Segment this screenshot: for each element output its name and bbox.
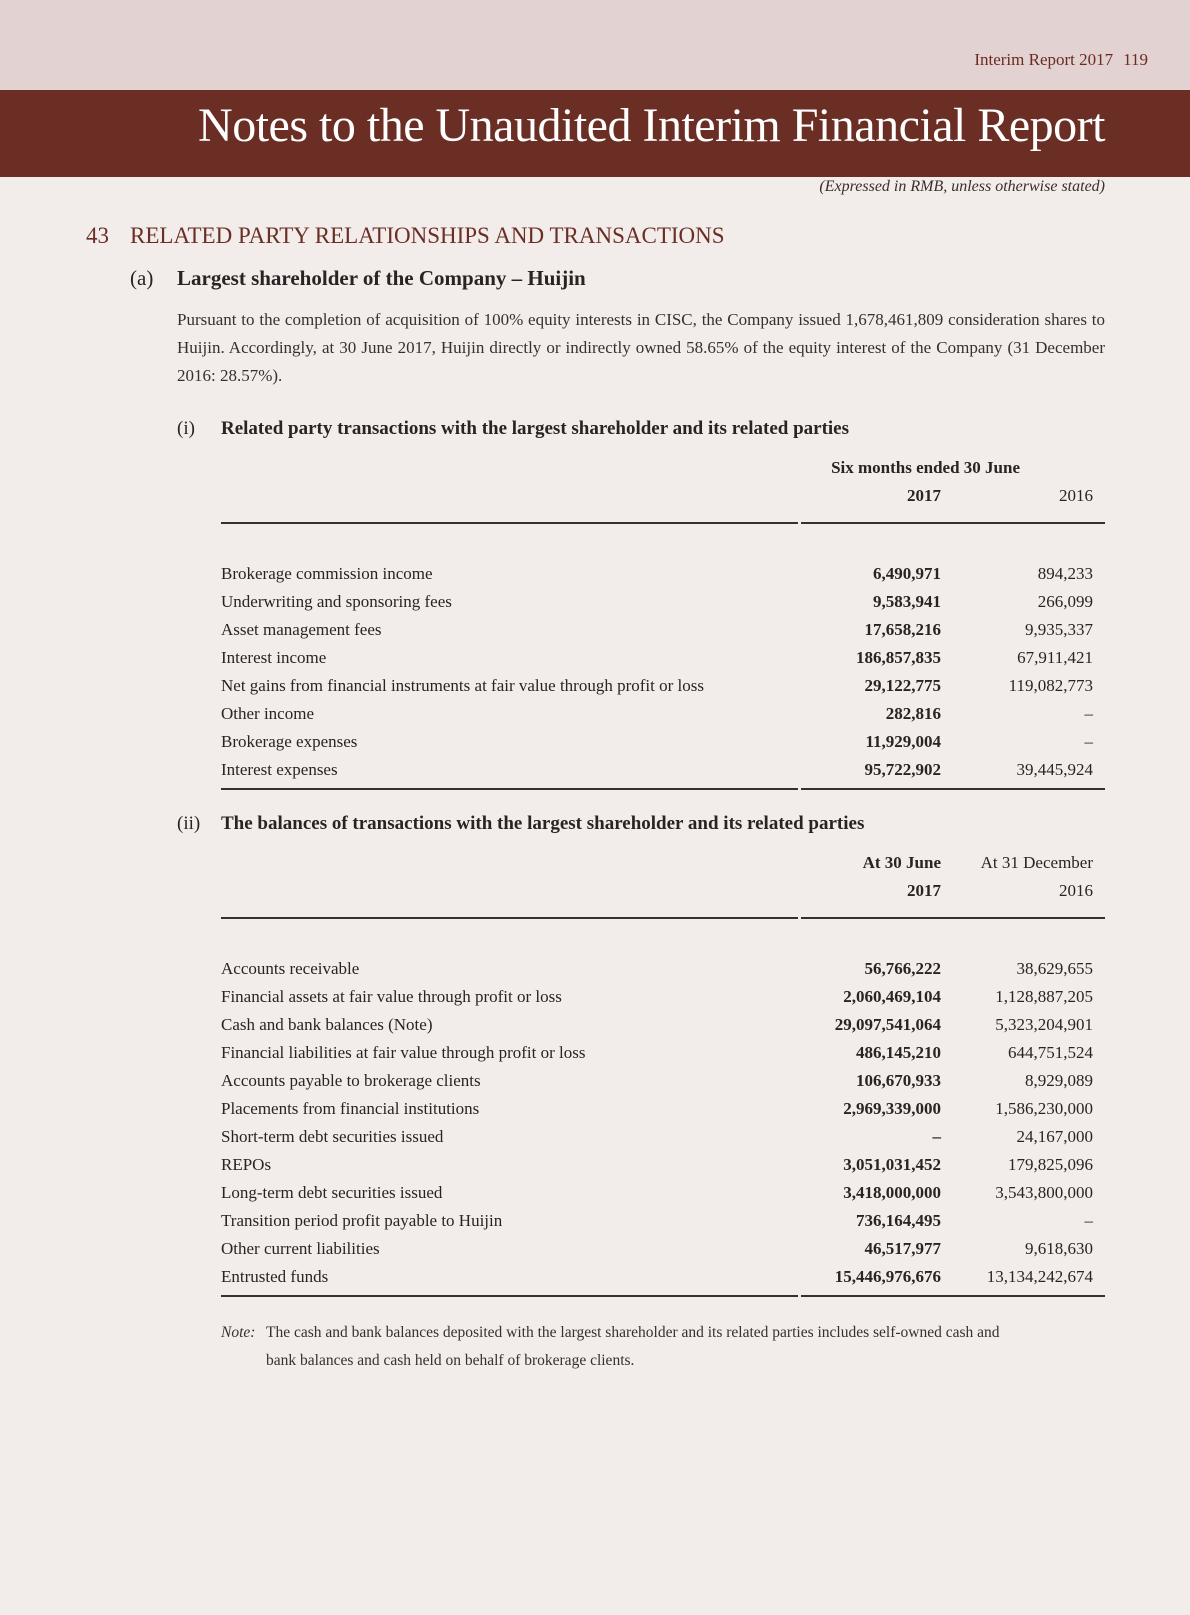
table-ii-label: (ii): [177, 813, 201, 834]
table-i-heading: [177, 418, 849, 440]
row-value-2016: –: [1084, 732, 1093, 751]
table-row: [221, 1179, 1105, 1207]
row-value-2016: 119,082,773: [1008, 676, 1093, 695]
row-label: Interest income: [221, 648, 327, 667]
table-i-period-header: Six months ended 30 June: [831, 458, 1020, 477]
row-value-2017: 736,164,495: [856, 1211, 941, 1230]
table-ii-heading: [177, 813, 864, 835]
table-ii-header-line2: [221, 881, 1105, 909]
table-row: [221, 1095, 1105, 1123]
table-ii-top-rule: [221, 917, 1105, 919]
row-label: Financial liabilities at fair value through profit or loss: [221, 1043, 586, 1062]
table-row: [221, 644, 1105, 672]
row-label: Accounts receivable: [221, 959, 360, 978]
table-row: [221, 700, 1105, 728]
table-ii-col1-line1: At 30 June: [862, 853, 941, 872]
row-label: Accounts payable to brokerage clients: [221, 1071, 481, 1090]
table-row: [221, 616, 1105, 644]
subsection-a-paragraph: Pursuant to the completion of acquisition of 100% equity interests in CISC, the Company issued 1,678,461,809 consideration shares to Huijin. Accordingly, at 30 June 2017, Huijin directly or indirectly owned 58.65% of the equity interest of the Company (31 December 2016: 28.57%).: [177, 310, 1105, 385]
row-value-2017: 29,097,541,064: [834, 1015, 941, 1034]
row-value-2017: 95,722,902: [864, 760, 941, 779]
row-value-2016: 9,618,630: [1025, 1239, 1093, 1258]
section-heading: [86, 223, 725, 249]
row-label: Brokerage expenses: [221, 732, 358, 751]
row-value-2016: 24,167,000: [1016, 1127, 1093, 1146]
row-label: REPOs: [221, 1155, 272, 1174]
row-value-2016: 13,134,242,674: [986, 1267, 1093, 1286]
row-value-2017: 3,051,031,452: [843, 1155, 941, 1174]
row-value-2017: 6,490,971: [873, 564, 941, 583]
row-value-2016: 179,825,096: [1008, 1155, 1093, 1174]
row-value-2017: 486,145,210: [856, 1043, 941, 1062]
title-bar: [0, 90, 1190, 177]
row-value-2017: 2,969,339,000: [843, 1099, 941, 1118]
page-number: 119: [1123, 50, 1148, 69]
table-i-bottom-rule: [221, 788, 1105, 790]
table-i-col-2016: 2016: [1059, 486, 1093, 505]
page-info: [974, 50, 1148, 70]
table-ii-header-line1: [221, 853, 1105, 881]
subsection-a-heading: [130, 266, 586, 291]
table-row: [221, 1123, 1105, 1151]
row-value-2016: 8,929,089: [1025, 1071, 1093, 1090]
row-value-2016: –: [1084, 1211, 1093, 1230]
table-row: [221, 1011, 1105, 1039]
table-row: [221, 560, 1105, 588]
row-value-2017: 2,060,469,104: [843, 987, 941, 1006]
footnote-line2: bank balances and cash held on behalf of brokerage clients.: [266, 1352, 635, 1369]
row-value-2017: 3,418,000,000: [843, 1183, 941, 1202]
footnote-line1: The cash and bank balances deposited with the largest shareholder and its related parties includes self-owned cash and: [266, 1324, 1000, 1341]
row-value-2017: 29,122,775: [864, 676, 941, 695]
report-name: Interim Report 2017: [974, 50, 1114, 69]
table-i-title: Related party transactions with the largest shareholder and its related parties: [221, 418, 850, 439]
row-value-2017: 56,766,222: [864, 959, 941, 978]
row-value-2016: 39,445,924: [1016, 760, 1093, 779]
row-value-2017: 15,446,976,676: [834, 1267, 941, 1286]
table-i-body: [221, 560, 1105, 784]
row-label: Other current liabilities: [221, 1239, 380, 1258]
row-label: Asset management fees: [221, 620, 382, 639]
row-value-2016: 266,099: [1037, 592, 1093, 611]
row-value-2017: 282,816: [885, 704, 941, 723]
subsection-a-label: (a): [130, 266, 154, 290]
footnote-label: Note:: [221, 1324, 256, 1341]
row-value-2016: 894,233: [1037, 564, 1093, 583]
table-ii-bottom-rule: [221, 1295, 1105, 1297]
table-i: [221, 458, 1105, 790]
row-value-2017: 9,583,941: [873, 592, 941, 611]
table-i-header-years: [221, 486, 1105, 514]
table-row: [221, 588, 1105, 616]
row-label: Short-term debt securities issued: [221, 1127, 444, 1146]
row-value-2017: 11,929,004: [865, 732, 941, 751]
page-title: Notes to the Unaudited Interim Financial Report: [198, 99, 1105, 152]
row-value-2017: –: [932, 1127, 941, 1146]
table-row: [221, 756, 1105, 784]
table-ii-title: The balances of transactions with the largest shareholder and its related parties: [221, 813, 865, 834]
table-row: [221, 1263, 1105, 1291]
table-row: [221, 728, 1105, 756]
table-row: [221, 955, 1105, 983]
table-row: [221, 672, 1105, 700]
row-label: Long-term debt securities issued: [221, 1183, 443, 1202]
table-i-top-rule: [221, 522, 1105, 524]
table-row: [221, 1151, 1105, 1179]
row-value-2017: 17,658,216: [864, 620, 941, 639]
row-label: Interest expenses: [221, 760, 338, 779]
table-i-header-span: [221, 458, 1105, 486]
table-row: [221, 1235, 1105, 1263]
section-number: 43: [86, 223, 109, 248]
row-label: Transition period profit payable to Huijin: [221, 1211, 503, 1230]
row-label: Other income: [221, 704, 314, 723]
table-i-col-2017: 2017: [907, 486, 941, 505]
row-label: Brokerage commission income: [221, 564, 433, 583]
row-label: Placements from financial institutions: [221, 1099, 480, 1118]
row-value-2016: 38,629,655: [1016, 959, 1093, 978]
row-label: Cash and bank balances (Note): [221, 1015, 433, 1034]
row-value-2016: 644,751,524: [1008, 1043, 1093, 1062]
table-ii-col2-line1: At 31 December: [980, 853, 1093, 872]
table-row: [221, 1207, 1105, 1235]
table-row: [221, 983, 1105, 1011]
row-label: Entrusted funds: [221, 1267, 329, 1286]
row-label: Underwriting and sponsoring fees: [221, 592, 452, 611]
subsection-a-title: Largest shareholder of the Company – Huijin: [177, 266, 586, 290]
table-ii-body: [221, 955, 1105, 1291]
row-value-2016: 3,543,800,000: [995, 1183, 1093, 1202]
row-value-2016: 9,935,337: [1025, 620, 1093, 639]
row-value-2017: 106,670,933: [856, 1071, 941, 1090]
table-ii-col2-line2: 2016: [1059, 881, 1093, 900]
table-ii-col1-line2: 2017: [907, 881, 941, 900]
section-title: RELATED PARTY RELATIONSHIPS AND TRANSACTIONS: [130, 223, 725, 248]
row-label: Net gains from financial instruments at fair value through profit or loss: [221, 676, 704, 695]
row-value-2017: 46,517,977: [864, 1239, 941, 1258]
row-value-2016: 1,128,887,205: [995, 987, 1093, 1006]
table-ii: [221, 853, 1105, 1297]
header-band: [0, 0, 1190, 90]
table-row: [221, 1067, 1105, 1095]
row-value-2016: 5,323,204,901: [995, 1015, 1093, 1034]
row-label: Financial assets at fair value through profit or loss: [221, 987, 562, 1006]
row-value-2016: –: [1084, 704, 1093, 723]
row-value-2017: 186,857,835: [856, 648, 941, 667]
currency-note: (Expressed in RMB, unless otherwise stated): [819, 178, 1105, 195]
row-value-2016: 1,586,230,000: [995, 1099, 1093, 1118]
table-row: [221, 1039, 1105, 1067]
table-i-label: (i): [177, 418, 195, 439]
row-value-2016: 67,911,421: [1017, 648, 1093, 667]
footnote: [221, 1319, 1105, 1375]
